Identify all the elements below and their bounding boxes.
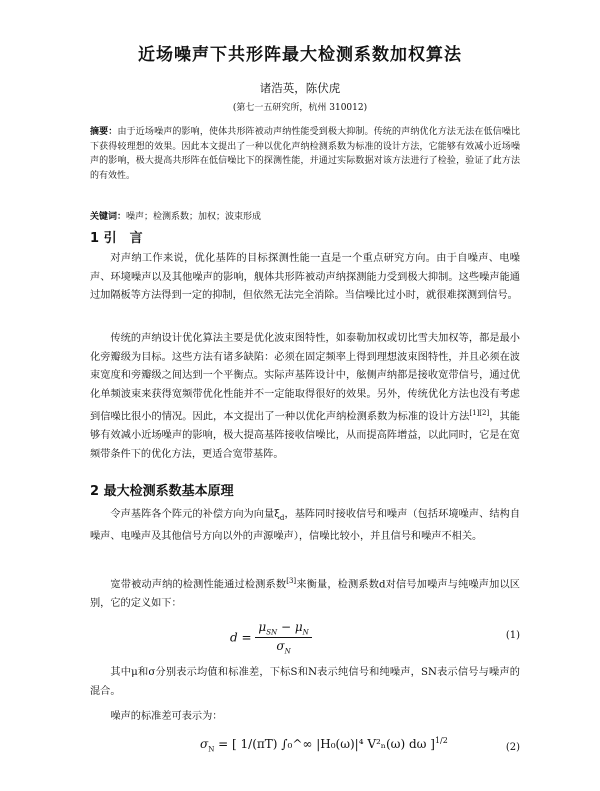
intro-paragraph-2: 传统的声纳设计优化算法主要是优化波束图特性，如泰勒加权或切比雪夫加权等，都是最小化旁瓣级为目标。这些方法有诸多缺陷：必须在固定频率上得到理想波束图特性，并且必须在波束宽度和旁瓣级之间达到一个平衡点。实际声基阵设计中，舷侧声纳都是接收宽带信号，通过优化单频波束来获得宽频带优化性能并不一定能取得很好的效果。另外，传统优化方法也没有考虑到信噪比很小的情况。因此，本文提出了一种以优化声纳检测系数为标准的设计方法[1][2]，其能够有效减小近场噪声的影响，极大提高基阵接收信噪比，从而提高阵增益，以此同时，它是在宽频带条件下的优化方法，更适合宽带基阵。 [90, 333, 520, 460]
keywords [90, 210, 520, 224]
principle-paragraph-1: 令声基阵各个阵元的补偿方向为向量$\xi_d$，基阵同时接收信号和噪声（包括环境噪声、结构自噪声、电噪声及其他信号方向以外的声源噪声），信噪比较小，并且信号和噪声不相关。 [90, 509, 520, 542]
principle-paragraph-2: 宽带被动声纳的检测性能通过检测系数[3]来衡量，检测系数d对信号加噪声与纯噪声加以区别，它的定义如下： [90, 577, 520, 609]
intro-paragraph-1: 对声纳工作来说，优化基阵的目标探测性能一直是一个重点研究方向。由于自噪声、电噪声、环境噪声以及其他噪声的影响，舰体共形阵被动声纳探测能力受到极大抑制。这些噪声能通过加隔板等方法得到一定的抑制，但依然无法完全消除。当信噪比过小时，就很难探测到信号。 [90, 253, 520, 302]
paper-authors: 诸浩英，陈伏虎 [259, 81, 341, 95]
principle-paragraph-4: 噪声的标准差可表示为： [110, 711, 223, 722]
principle-paragraph-3: 其中μ和σ分别表示均值和标准差，下标S和N表示纯信号和纯噪声，SN表示信号与噪声的混合。 [90, 667, 520, 697]
equation-1 [90, 620, 520, 660]
abstract [90, 125, 520, 183]
equation-2-lhs: σ [200, 737, 209, 751]
abstract-text: 由于近场噪声的影响，使体共形阵被动声纳性能受到极大抑制。传统的声纳优化方法无法在低信噪比下获得较理想的效果。因此本文提出了一种以优化声纳检测系数为标准的设计方法，它能够有效减小近场噪声的影响，极大提高共形阵在低信噪比下的探测性能，并通过实际数据对该方法进行了检验，验证了此方法的有效性。 [90, 127, 520, 181]
equation-2: $\sigma_N$ = [ 1/(πT) ∫₀^∞ |H₀(ω)|⁴ V²ₙ(ω) dω ]$^{1/2}$ (2) [200, 736, 520, 754]
keywords-label: 关键词： [90, 212, 127, 222]
citation-ref: [1][2] [469, 409, 490, 418]
abstract-label: 摘要： [90, 127, 118, 137]
equation-2-number: (2) [505, 742, 520, 753]
paper-title: 近场噪声下共形阵最大检测系数加权算法 [138, 45, 462, 65]
equation-1-number: (1) [505, 630, 520, 641]
citation-ref-3: [3] [286, 577, 297, 585]
equation-2-body: = [ 1/(πT) ∫₀^∞ |H₀(ω)|⁴ V²ₙ(ω) dω ] [218, 737, 435, 751]
equation-1-lhs: d = [230, 630, 252, 645]
section-heading-principle: 2 最大检测系数基本原理 [90, 484, 234, 499]
keywords-text: 噪声；检测系数；加权；波束形成 [126, 212, 262, 222]
equation-1-fraction: $\frac{\mu_{SN} - \mu_N}{\sigma_N}$ [255, 620, 311, 656]
section-heading-intro: 1 引 言 [90, 231, 143, 246]
paper-affiliation: (第七一五研究所，杭州 310012) [232, 103, 368, 113]
